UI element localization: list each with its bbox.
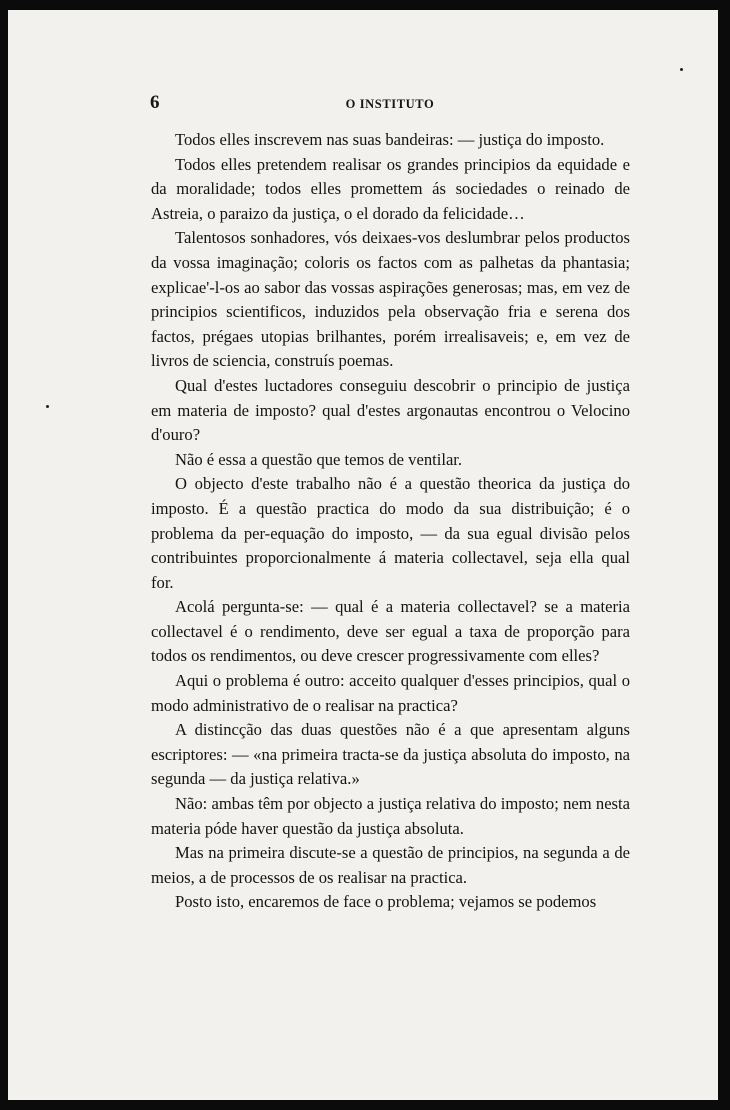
body-text — [151, 128, 630, 915]
paragraph: Todos elles pretendem realisar os grandes principios da equidade e da moralidade; todos elles promettem ás sociedades o reinado de Astreia, o paraizo da justiça, o el dorado da felicidade… — [151, 154, 630, 223]
paragraph: O objecto d'este trabalho não é a questão theorica da justiça do imposto. É a questão practica do modo da sua distribuição; é o problema da per-equação do imposto, — da sua egual divisão pelos contribuintes proporcionalmente á materia collectavel, seja ella qual for. — [151, 474, 630, 592]
running-title: O INSTITUTO — [345, 97, 435, 111]
paragraph: Não: ambas têm por objecto a justiça relativa do imposto; nem nesta materia póde haver questão da justiça absoluta. — [151, 794, 630, 838]
paragraph: Não é essa a questão que temos de ventilar. — [175, 449, 463, 469]
paragraph: Aqui o problema é outro: acceito qualquer d'esses principios, qual o modo administrativo de o realisar na practica? — [151, 671, 630, 715]
scan-speck — [680, 68, 683, 71]
paragraph: A distincção das duas questões não é a que apresentam alguns escriptores: — «na primeira tracta-se da justiça absoluta do imposto, na segunda — da justiça relativa.» — [151, 720, 630, 789]
scan-speck — [46, 405, 49, 408]
page-header — [150, 92, 630, 114]
paragraph: Todos elles inscrevem nas suas bandeiras: — justiça do imposto. — [175, 130, 605, 149]
book-page — [8, 10, 718, 1100]
paragraph: Mas na primeira discute-se a questão de principios, na segunda a de meios, a de processos de os realisar na practica. — [151, 843, 630, 887]
page-number: 6 — [150, 92, 160, 113]
paragraph: Qual d'estes luctadores conseguiu descobrir o principio de justiça em materia de imposto? qual d'estes argonautas encontrou o Velocino d'ouro? — [151, 375, 630, 445]
paragraph: Talentosos sonhadores, vós deixaes-vos deslumbrar pelos productos da vossa imaginação; coloris os factos com as palhetas da phantasia; explicae'-l-os ao sabor das vossas aspirações generosas; mas, em vez de principios scientificos, induzidos pela observação fria e serena dos factos, prégaes utopias brilhantes, porém irrealisaveis; e, em vez de livros de sciencia, construís poemas. — [151, 228, 630, 371]
paragraph: Acolá pergunta-se: — qual é a materia collectavel? se a materia collectavel é o rendimento, deve ser egual a taxa de proporção para todos os rendimentos, ou deve crescer progressivamente com elles? — [151, 597, 630, 666]
paragraph: Posto isto, encaremos de face o problema; vejamos se podemos — [175, 892, 597, 912]
